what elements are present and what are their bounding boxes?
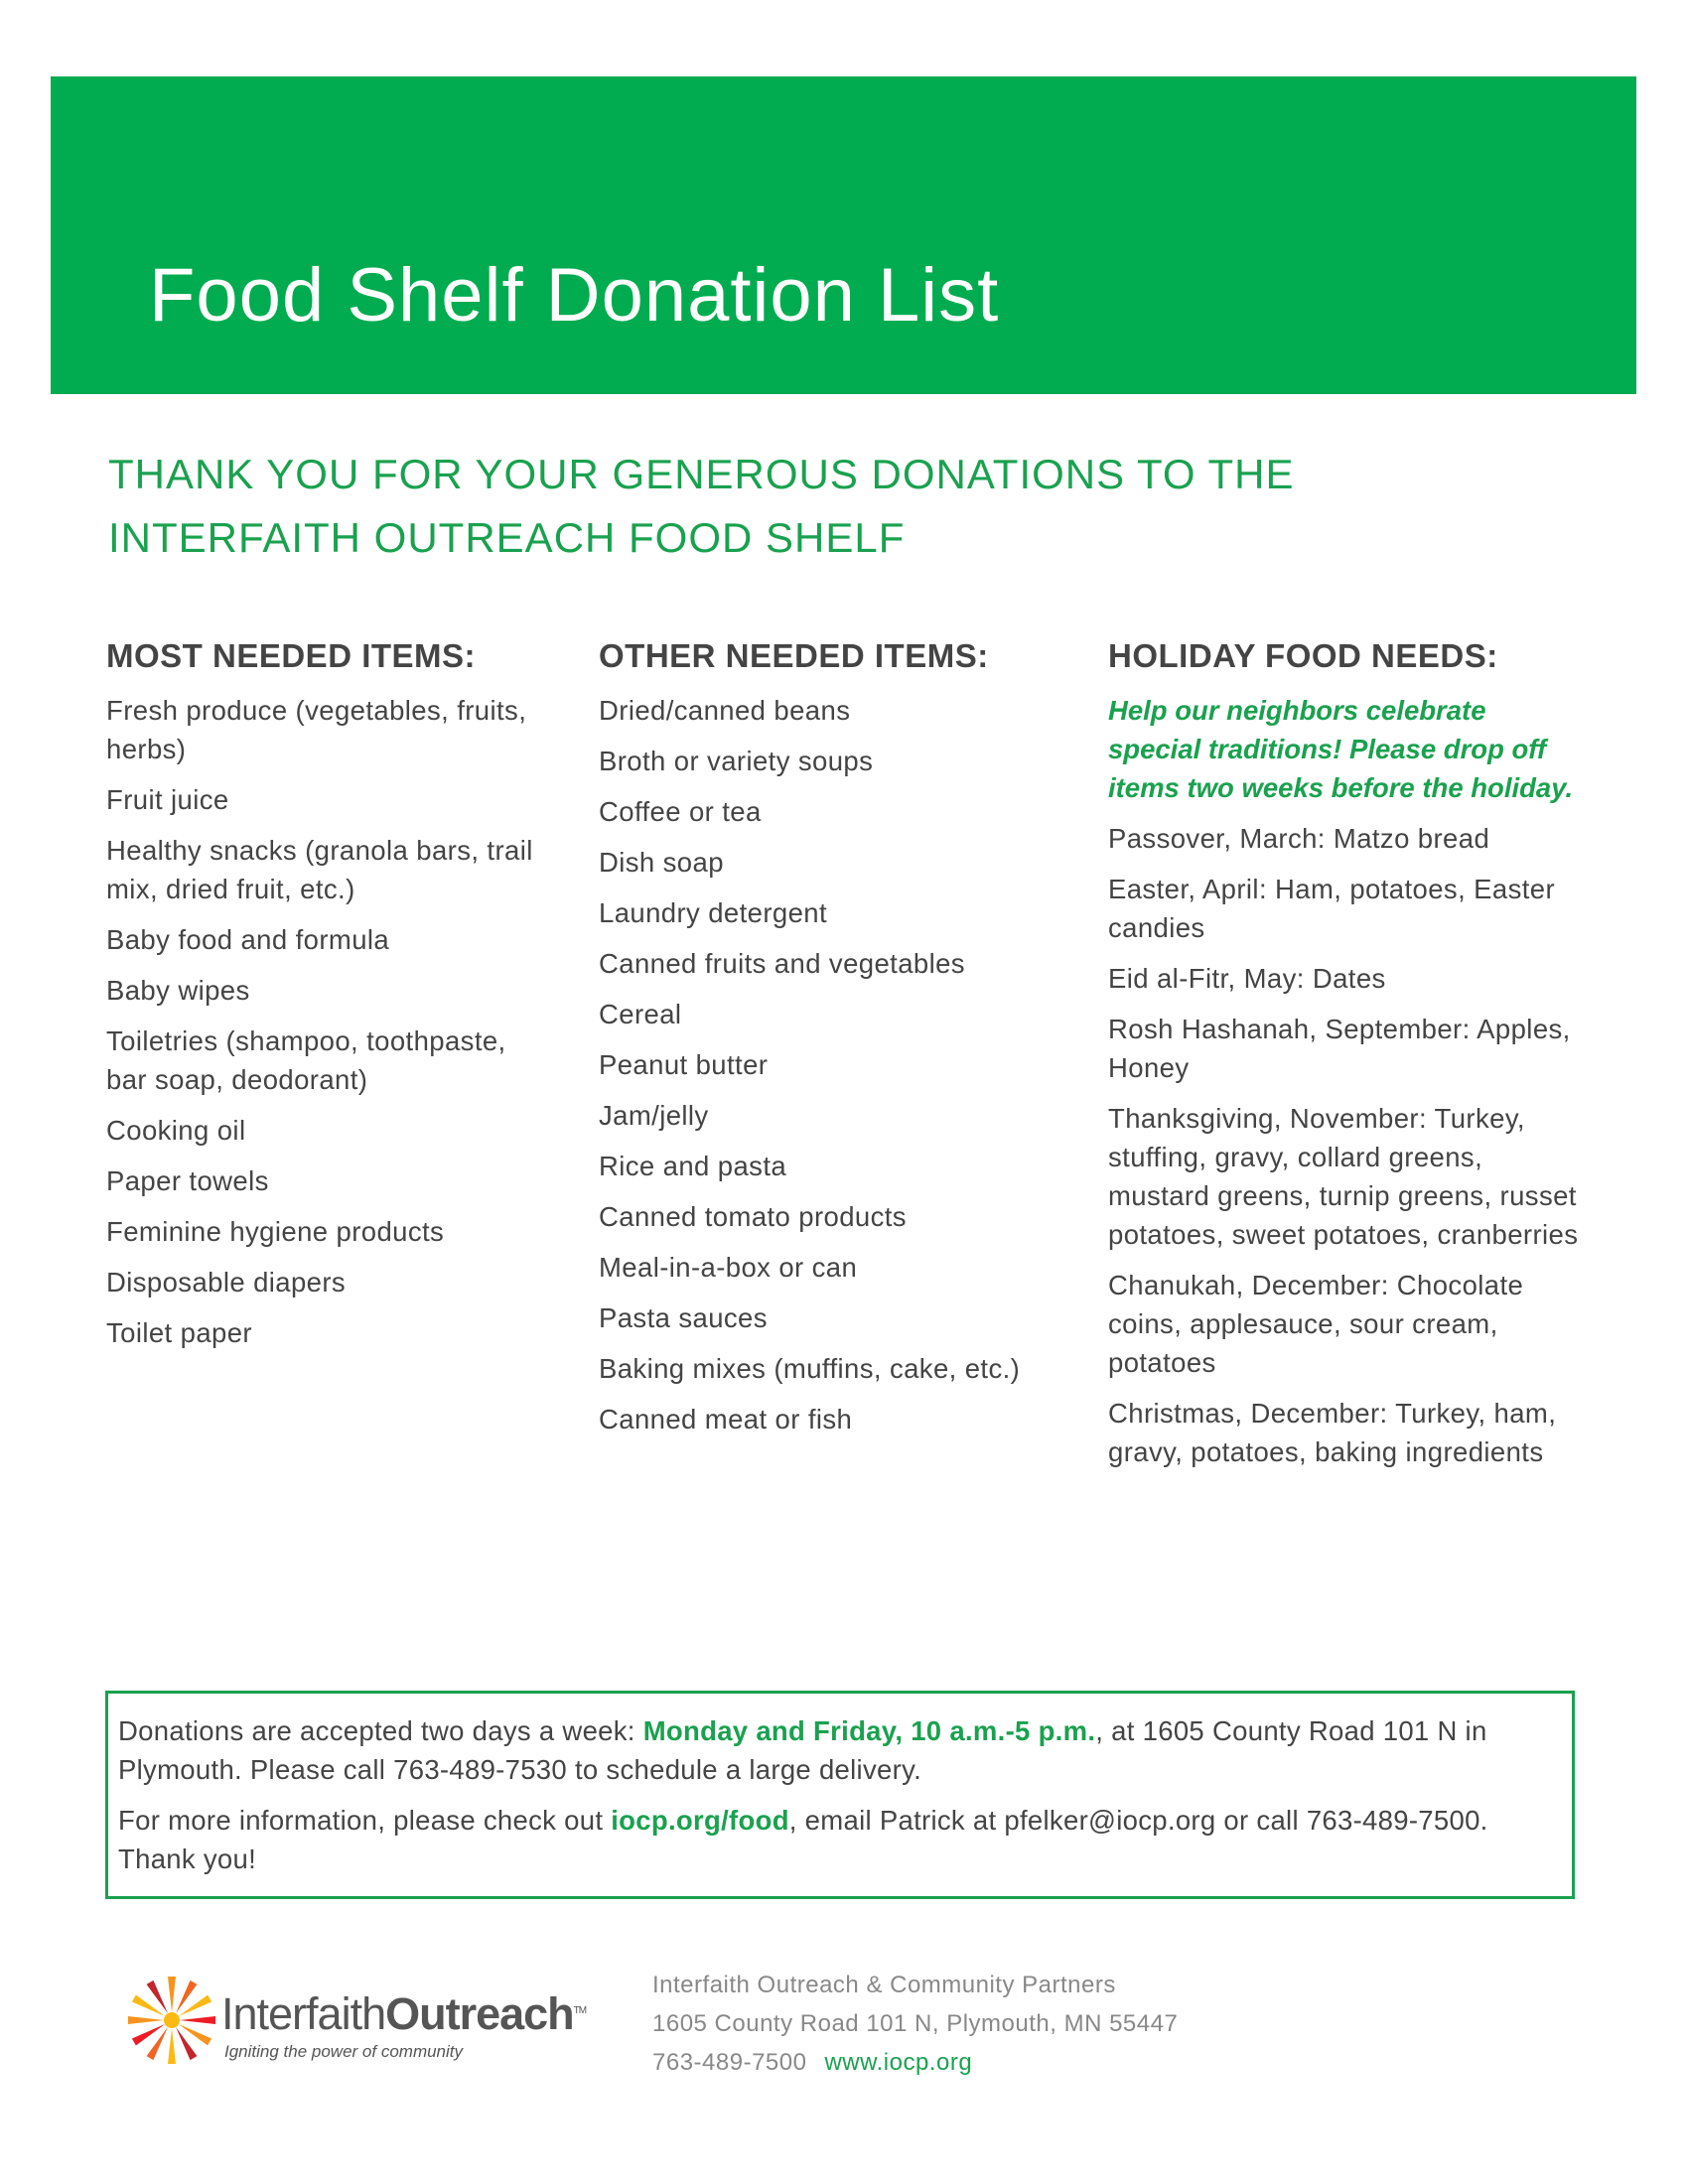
list-item: Fruit juice xyxy=(106,784,229,815)
most-needed-column xyxy=(106,635,543,1364)
list-item: Broth or variety soups xyxy=(599,746,874,776)
page-title: Food Shelf Donation List xyxy=(149,253,1000,338)
list-item: Laundry detergent xyxy=(599,897,828,928)
list-item: Cereal xyxy=(599,999,682,1029)
phone-number: 763-489-7500 xyxy=(652,2049,807,2076)
street-address: 1605 County Road 101 N, Plymouth, MN 55447 xyxy=(652,2010,1179,2037)
list-item: Passover, March: Matzo bread xyxy=(1108,823,1490,854)
logo-tagline: Igniting the power of community xyxy=(224,2042,464,2061)
list-item: Toilet paper xyxy=(106,1317,252,1348)
holiday-note: Help our neighbors celebrate special traditions! Please drop off items two weeks before the holiday. xyxy=(1108,695,1574,803)
other-needed-column xyxy=(599,635,1055,1450)
holiday-column xyxy=(1108,635,1585,1483)
list-item: Christmas, December: Turkey, ham, gravy, potatoes, baking ingredients xyxy=(1108,1398,1557,1467)
org-name: Interfaith Outreach & Community Partners xyxy=(652,1972,1116,1998)
list-item: Dried/canned beans xyxy=(599,695,851,726)
logo-wordmark xyxy=(221,1988,586,2040)
list-item: Fresh produce (vegetables, fruits, herbs) xyxy=(106,695,527,764)
interfaith-outreach-logo xyxy=(127,1971,604,2070)
list-item: Thanksgiving, November: Turkey, stuffing, gravy, collard greens, mustard greens, turnip greens, russet potatoes, sweet potatoes, cranberries xyxy=(1108,1103,1579,1250)
website-link[interactable]: www.iocp.org xyxy=(824,2049,973,2076)
contact-details: , email Patrick at pfelker@iocp.org or call 763-489-7500. Thank you! xyxy=(118,1805,1488,1874)
list-item: Rosh Hashanah, September: Apples, Honey xyxy=(1108,1014,1571,1083)
holiday-heading: HOLIDAY FOOD NEEDS: xyxy=(1108,637,1498,674)
list-item: Peanut butter xyxy=(599,1049,769,1080)
list-item: Disposable diapers xyxy=(106,1267,347,1297)
other-needed-list xyxy=(599,691,1055,1438)
sunburst-icon xyxy=(127,1971,216,2070)
donation-hours-location: , at 1605 County Road 101 N in Plymouth. Please call 763-489-7530 to schedule a large delivery. xyxy=(118,1715,1487,1785)
donation-hours-text xyxy=(118,1711,1562,1789)
list-item: Baby food and formula xyxy=(106,924,390,955)
list-item: Canned fruits and vegetables xyxy=(599,948,965,979)
list-item: Easter, April: Ham, potatoes, Easter candies xyxy=(1108,874,1556,943)
donation-info-box xyxy=(105,1691,1575,1899)
most-needed-list xyxy=(106,691,543,1352)
other-needed-heading: OTHER NEEDED ITEMS: xyxy=(599,637,989,674)
list-item: Baby wipes xyxy=(106,975,250,1006)
header-banner xyxy=(51,76,1636,394)
list-item: Eid al-Fitr, May: Dates xyxy=(1108,963,1386,994)
logo-trademark: TM xyxy=(573,2005,587,2016)
contact-intro: For more information, please check out xyxy=(118,1805,612,1836)
thank-you-line-2: INTERFAITH OUTREACH FOOD SHELF xyxy=(108,514,906,561)
list-item: Paper towels xyxy=(106,1165,269,1196)
contact-line xyxy=(652,2043,1178,2082)
list-item: Baking mixes (muffins, cake, etc.) xyxy=(599,1353,1021,1384)
donation-hours-intro: Donations are accepted two days a week: xyxy=(118,1715,643,1746)
list-item: Toiletries (shampoo, toothpaste, bar soap, deodorant) xyxy=(106,1025,506,1095)
food-info-link[interactable]: iocp.org/food xyxy=(611,1805,789,1836)
list-item: Jam/jelly xyxy=(599,1100,709,1131)
list-item: Cooking oil xyxy=(106,1115,246,1146)
list-item: Canned meat or fish xyxy=(599,1404,853,1434)
thank-you-message xyxy=(108,443,1498,570)
thank-you-line-1: THANK YOU FOR YOUR GENEROUS DONATIONS TO THE xyxy=(108,451,1295,497)
list-item: Dish soap xyxy=(599,847,724,878)
holiday-list xyxy=(1108,819,1585,1471)
footer-address-block xyxy=(652,1966,1178,2082)
most-needed-heading: MOST NEEDED ITEMS: xyxy=(106,637,477,674)
list-item: Chanukah, December: Chocolate coins, applesauce, sour cream, potatoes xyxy=(1108,1270,1524,1378)
list-item: Rice and pasta xyxy=(599,1151,787,1181)
donation-hours-highlight: Monday and Friday, 10 a.m.-5 p.m. xyxy=(642,1715,1096,1746)
list-item: Pasta sauces xyxy=(599,1302,768,1333)
list-item: Canned tomato products xyxy=(599,1201,907,1232)
contact-info-text xyxy=(118,1801,1562,1878)
list-item: Meal-in-a-box or can xyxy=(599,1252,858,1283)
list-item: Feminine hygiene products xyxy=(106,1216,445,1247)
list-item: Healthy snacks (granola bars, trail mix, dried fruit, etc.) xyxy=(106,835,533,904)
list-item: Coffee or tea xyxy=(599,796,762,827)
logo-word-1: Interfaith xyxy=(221,1988,386,2039)
logo-word-2: Outreach xyxy=(385,1988,574,2039)
